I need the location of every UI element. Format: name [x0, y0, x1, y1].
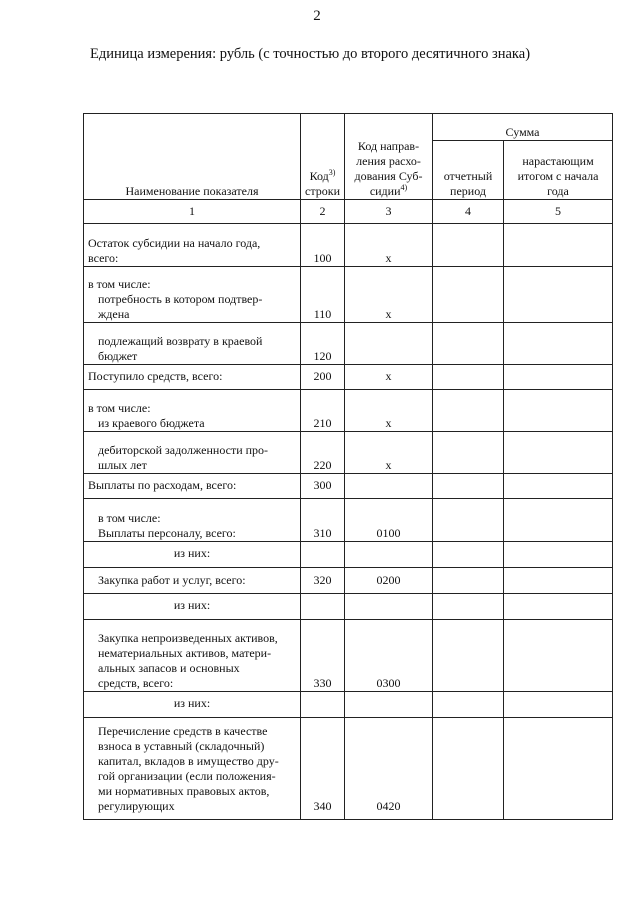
row-name: дебиторской задолженности про- шлых лет — [84, 432, 301, 474]
row-code: 330 — [301, 620, 345, 692]
row-name: из них: — [84, 542, 301, 568]
reporting-value-cell — [433, 224, 504, 267]
cumulative-value-cell — [504, 474, 613, 499]
header-code-label: Код — [309, 169, 329, 183]
row-code: 320 — [301, 568, 345, 594]
reporting-value-cell — [433, 594, 504, 620]
unit-of-measure-line: Единица измерения: рубль (с точностью до второго десятичного знака) — [90, 46, 531, 62]
row-name: в том числе: из краевого бюджета — [84, 390, 301, 432]
cumulative-value-cell — [504, 692, 613, 718]
row-code: 310 — [301, 499, 345, 542]
row-name: из них: — [84, 594, 301, 620]
header-indicator-name: Наименование показателя — [84, 114, 301, 200]
reporting-value-cell — [433, 267, 504, 323]
header-direction-line: ления расхо- — [356, 154, 421, 168]
row-code: 210 — [301, 390, 345, 432]
reporting-value-cell — [433, 568, 504, 594]
cumulative-value-cell — [504, 620, 613, 692]
table-row — [84, 390, 613, 432]
row-name: в том числе: потребность в котором подтвер- ждена — [84, 267, 301, 323]
table-row — [84, 267, 613, 323]
row-code: 200 — [301, 365, 345, 390]
header-code-rest: строки — [305, 184, 340, 198]
row-code: 110 — [301, 267, 345, 323]
row-name: из них: — [84, 692, 301, 718]
footnote-4-marker: 4) — [400, 183, 408, 192]
row-code: 120 — [301, 323, 345, 365]
footnote-3-marker: 3) — [328, 168, 336, 177]
table-row — [84, 323, 613, 365]
header-row-top — [84, 114, 613, 141]
cumulative-value-cell — [504, 365, 613, 390]
cumulative-value-cell — [504, 594, 613, 620]
header-row-code — [301, 114, 345, 200]
header-cumulative-total: нарастающим итогом с начала года — [504, 141, 613, 200]
row-direction-code: 0300 — [345, 620, 433, 692]
cumulative-value-cell — [504, 224, 613, 267]
row-name: в том числе: Выплаты персоналу, всего: — [84, 499, 301, 542]
table-row — [84, 499, 613, 542]
header-direction-line: дования Суб- — [354, 169, 423, 183]
reporting-value-cell — [433, 692, 504, 718]
reporting-value-cell — [433, 323, 504, 365]
row-code: 100 — [301, 224, 345, 267]
column-number: 5 — [504, 200, 613, 224]
row-direction-code — [345, 594, 433, 620]
row-name: Закупка работ и услуг, всего: — [84, 568, 301, 594]
row-direction-code: 0420 — [345, 718, 433, 820]
row-direction-code: 0100 — [345, 499, 433, 542]
column-number: 2 — [301, 200, 345, 224]
cumulative-value-cell — [504, 323, 613, 365]
table-row — [84, 620, 613, 692]
column-number: 4 — [433, 200, 504, 224]
row-direction-code: х — [345, 224, 433, 267]
row-code — [301, 542, 345, 568]
cumulative-value-cell — [504, 568, 613, 594]
row-name: Перечисление средств в качестве взноса в уставный (складочный) капитал, вкладов в имущество дру- гой организации (если положения- ми нормативных правовых актов, регулирующих — [84, 718, 301, 820]
page-number: 2 — [313, 8, 321, 24]
table-row — [84, 365, 613, 390]
row-code: 300 — [301, 474, 345, 499]
reporting-value-cell — [433, 365, 504, 390]
cumulative-value-cell — [504, 267, 613, 323]
row-direction-code — [345, 474, 433, 499]
row-direction-code — [345, 692, 433, 718]
cumulative-value-cell — [504, 542, 613, 568]
reporting-value-cell — [433, 499, 504, 542]
column-number: 1 — [84, 200, 301, 224]
table-row — [84, 224, 613, 267]
reporting-value-cell — [433, 718, 504, 820]
row-direction-code: х — [345, 390, 433, 432]
cumulative-value-cell — [504, 390, 613, 432]
cumulative-value-cell — [504, 432, 613, 474]
reporting-value-cell — [433, 542, 504, 568]
reporting-value-cell — [433, 390, 504, 432]
row-code: 340 — [301, 718, 345, 820]
cumulative-value-cell — [504, 718, 613, 820]
table-row — [84, 474, 613, 499]
row-code — [301, 692, 345, 718]
header-direction-line: Код направ- — [357, 139, 420, 153]
row-code: 220 — [301, 432, 345, 474]
row-name: Выплаты по расходам, всего: — [84, 474, 301, 499]
row-direction-code: х — [345, 365, 433, 390]
cumulative-value-cell — [504, 499, 613, 542]
table-row — [84, 432, 613, 474]
table-row — [84, 692, 613, 718]
row-code — [301, 594, 345, 620]
row-direction-code: 0200 — [345, 568, 433, 594]
row-name: Остаток субсидии на начало года, всего: — [84, 224, 301, 267]
row-name: Закупка непроизведенных активов, нематериальных активов, матери- альных запасов и основных средств, всего: — [84, 620, 301, 692]
header-expense-direction-code — [345, 114, 433, 200]
reporting-value-cell — [433, 474, 504, 499]
row-direction-code: х — [345, 267, 433, 323]
header-reporting-period: отчетный период — [433, 141, 504, 200]
reporting-value-cell — [433, 432, 504, 474]
row-direction-code: х — [345, 432, 433, 474]
subsidy-report-table — [83, 113, 613, 820]
header-sum: Сумма — [433, 114, 613, 141]
row-name: Поступило средств, всего: — [84, 365, 301, 390]
table-row — [84, 568, 613, 594]
column-number: 3 — [345, 200, 433, 224]
row-name: подлежащий возврату в краевой бюджет — [84, 323, 301, 365]
header-direction-line: сидии — [369, 184, 401, 198]
table-row — [84, 594, 613, 620]
column-number-row — [84, 200, 613, 224]
table-row — [84, 542, 613, 568]
reporting-value-cell — [433, 620, 504, 692]
row-direction-code — [345, 323, 433, 365]
row-direction-code — [345, 542, 433, 568]
table-row — [84, 718, 613, 820]
